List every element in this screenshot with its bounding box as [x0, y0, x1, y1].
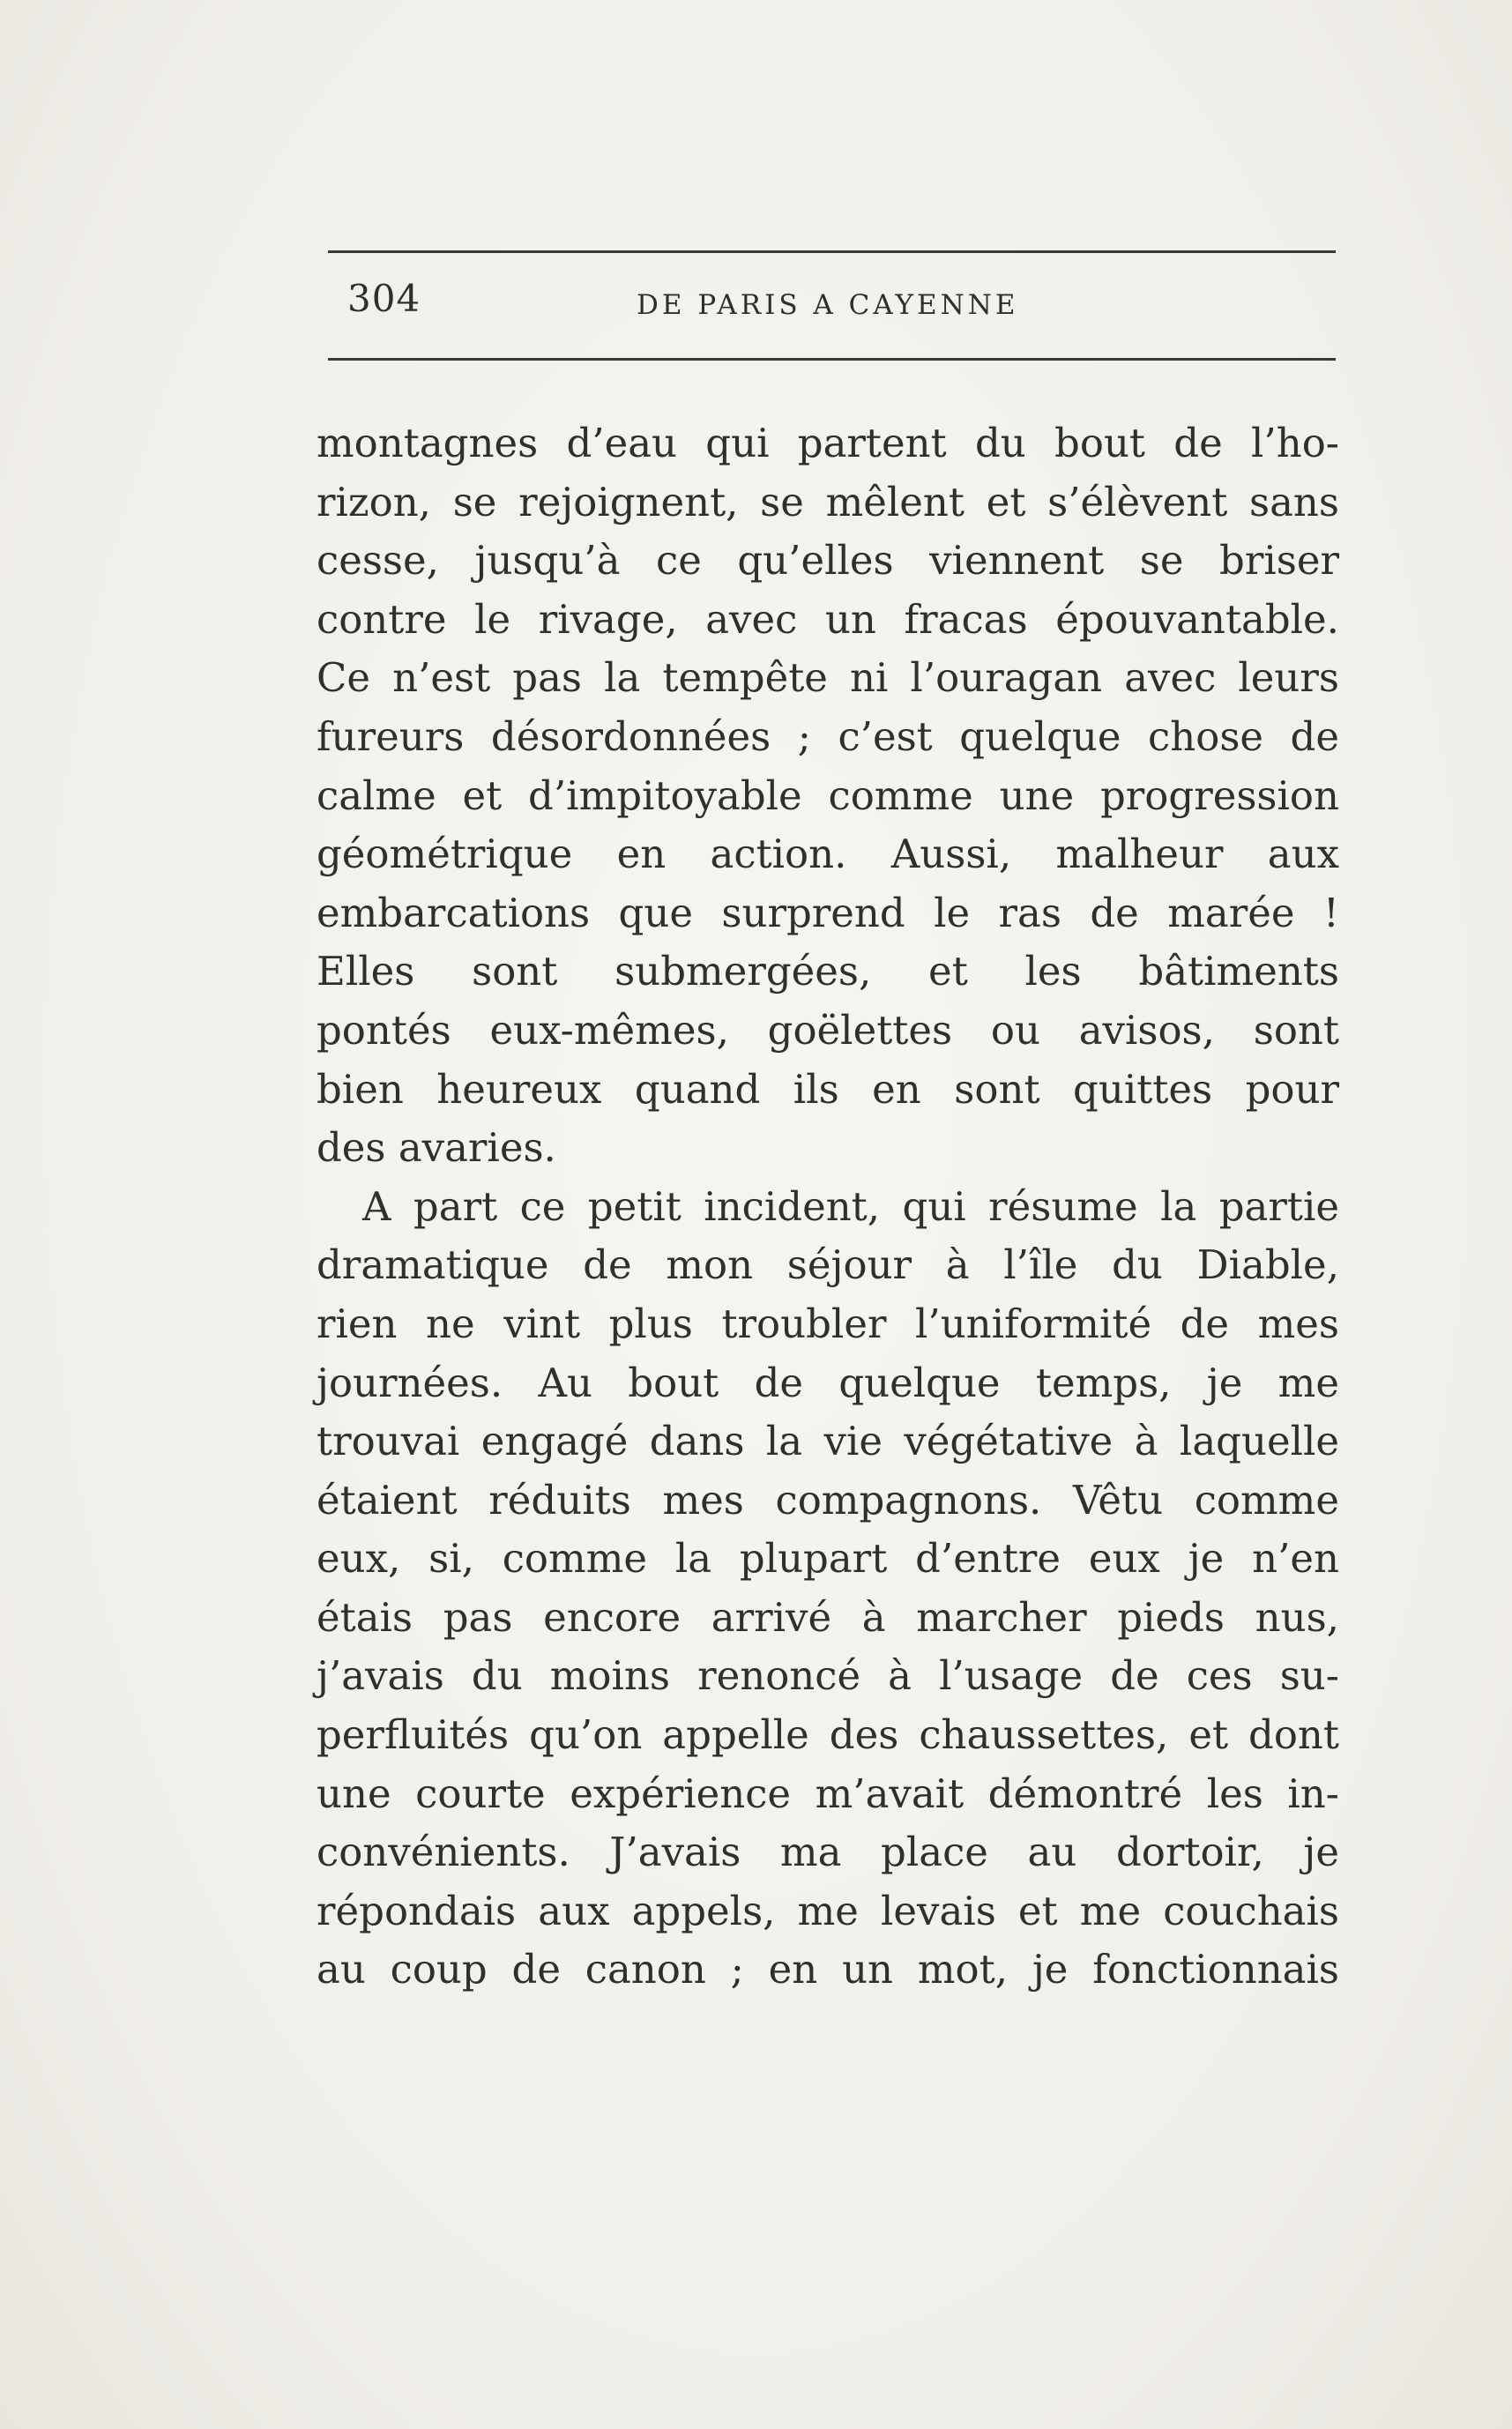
text-line: Ce n’est pas la tempête ni l’ouragan avec leurs	[317, 654, 1339, 702]
text-line: trouvai engagé dans la vie végétative à laquelle	[317, 1418, 1339, 1465]
text-line: convénients. J’avais ma place au dortoir, je	[317, 1829, 1339, 1876]
text-line: rien ne vint plus troubler l’uniformité de mes	[317, 1300, 1339, 1347]
text-line: géométrique en action. Aussi, malheur aux	[317, 831, 1339, 878]
header-bottom-rule	[328, 358, 1336, 361]
text-line-paragraph-start: A part ce petit incident, qui résume la partie	[362, 1182, 1339, 1230]
text-line: Elles sont submergées, et les bâtiments	[317, 948, 1339, 995]
running-title: DE PARIS A CAYENNE	[637, 289, 1019, 321]
page-number: 304	[347, 277, 421, 320]
text-line: cesse, jusqu’à ce qu’elles viennent se briser	[317, 537, 1339, 585]
body-text	[317, 414, 1339, 2000]
text-line: eux, si, comme la plupart d’entre eux je n’en	[317, 1535, 1339, 1583]
text-line: montagnes d’eau qui partent du bout de l’ho-	[317, 420, 1339, 466]
text-line: bien heureux quand ils en sont quittes pour	[317, 1065, 1339, 1113]
running-head	[328, 273, 1336, 335]
text-line: embarcations que surprend le ras de marée !	[317, 889, 1339, 936]
text-line: fureurs désordonnées ; c’est quelque chose de	[317, 712, 1339, 760]
text-line: au coup de canon ; en un mot, je fonctionnais	[317, 1946, 1339, 1993]
text-line: contre le rivage, avec un fracas épouvantable.	[317, 595, 1339, 643]
text-line: journées. Au bout de quelque temps, je me	[317, 1359, 1339, 1406]
text-line: étaient réduits mes compagnons. Vêtu comme	[317, 1476, 1339, 1524]
text-line-paragraph-end: des avaries.	[317, 1124, 556, 1172]
text-line: une courte expérience m’avait démontré les in-	[317, 1770, 1339, 1817]
text-line: dramatique de mon séjour à l’île du Diable,	[317, 1241, 1339, 1289]
text-line: répondais aux appels, me levais et me couchais	[317, 1887, 1339, 1934]
text-line: rizon, se rejoignent, se mêlent et s’élèvent sans	[317, 478, 1339, 525]
text-line: calme et d’impitoyable comme une progression	[317, 771, 1339, 819]
header-top-rule	[328, 250, 1336, 253]
text-line: étais pas encore arrivé à marcher pieds nus,	[317, 1593, 1339, 1641]
text-line: perfluités qu’on appelle des chaussettes, et dont	[317, 1711, 1339, 1759]
text-line: j’avais du moins renoncé à l’usage de ces su-	[317, 1652, 1339, 1700]
text-line: pontés eux-mêmes, goëlettes ou avisos, sont	[317, 1006, 1339, 1054]
